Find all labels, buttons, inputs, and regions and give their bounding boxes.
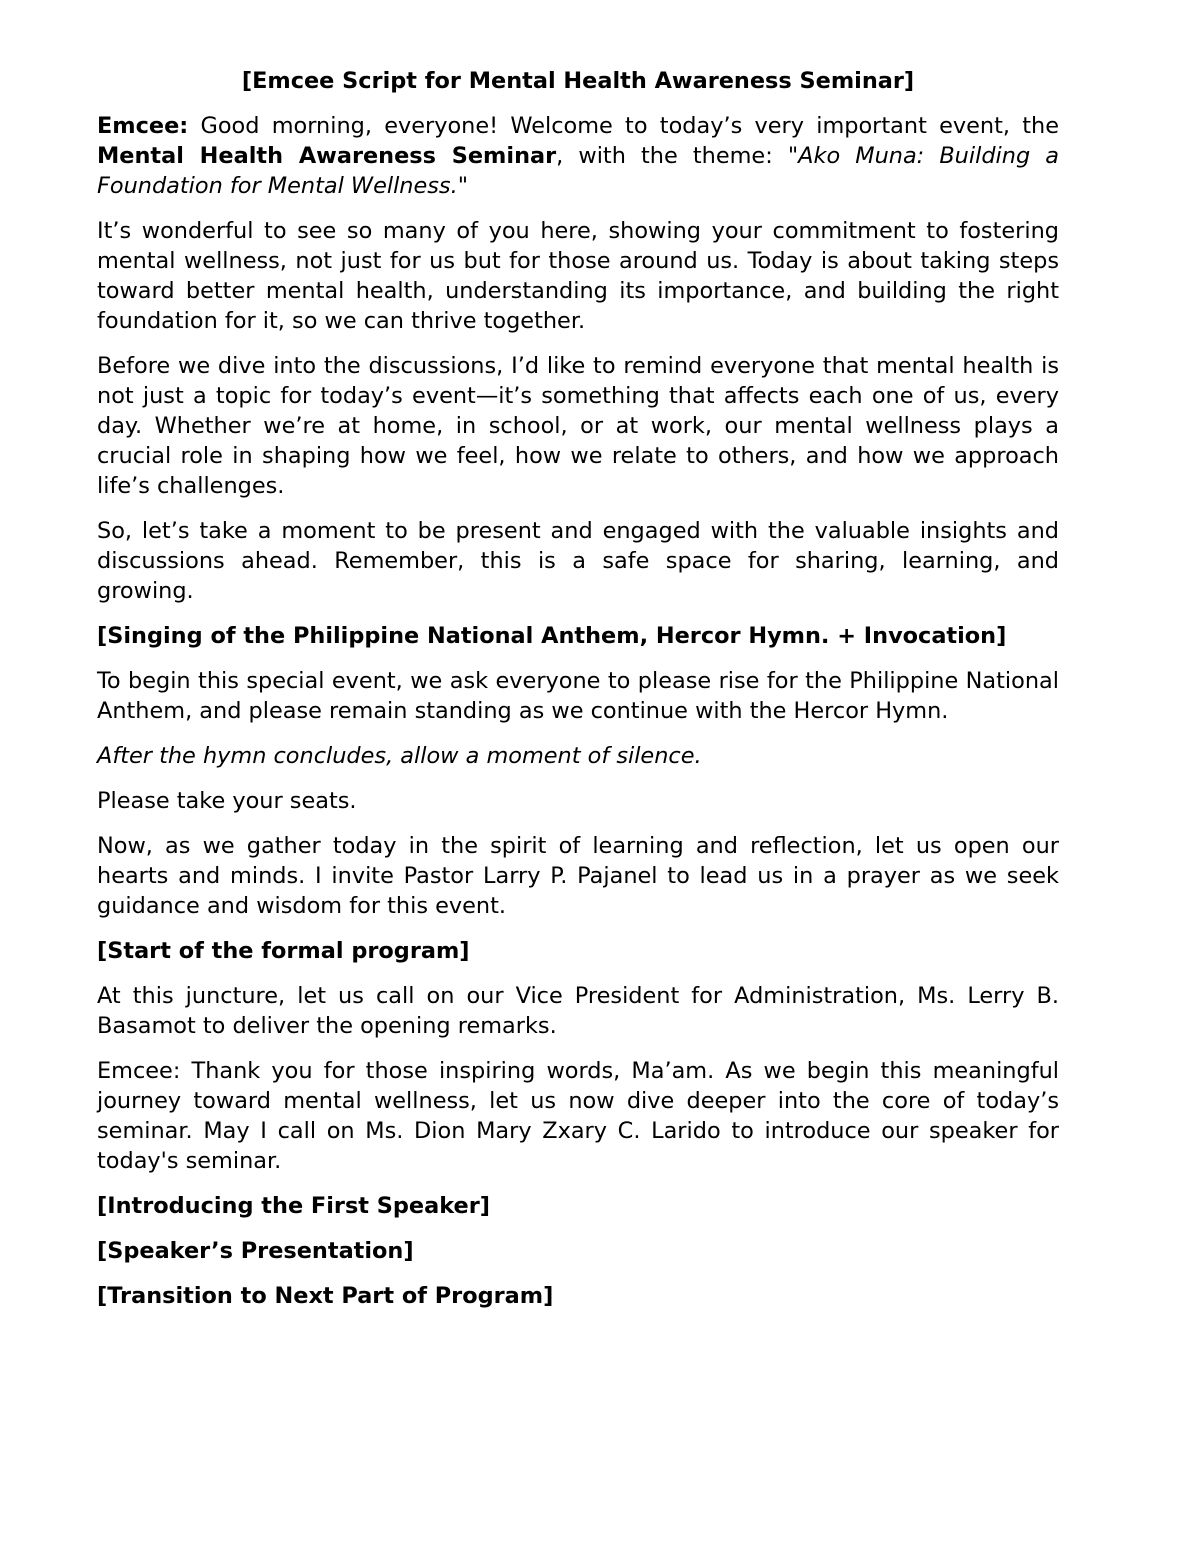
prayer-paragraph: Now, as we gather today in the spirit of learning and reflection, let us open our hearts and minds. I invite Pastor Larry P. Pajanel to lead us in a prayer as we seek guidance and wisdom for this event. [97, 833, 1059, 919]
opening-remarks-paragraph: At this juncture, let us call on our Vice President for Administration, Ms. Lerry B. Basamot to deliver the opening remarks. [97, 983, 1059, 1039]
body-paragraph: It’s wonderful to see so many of you here, showing your commitment to fostering mental wellness, not just for us but for those around us. Today is about taking steps toward better mental health, understanding its importance, and building the right foundation for it, so we can thrive together. [97, 218, 1059, 334]
theme-close-text: " [457, 173, 469, 199]
theme-text: Ako Muna: Building a Foundation for Mental Wellness. [97, 143, 1059, 199]
section-heading-presentation: [Speaker’s Presentation] [97, 1238, 414, 1264]
intro-paragraph [97, 111, 1059, 201]
anthem-paragraph: To begin this special event, we ask everyone to please rise for the Philippine National Anthem, and please remain standing as we continue with the Hercor Hymn. [97, 668, 1059, 724]
document-title: [Emcee Script for Mental Health Awareness Seminar] [241, 68, 915, 94]
theme-lead-text: , with the theme: " [556, 143, 799, 169]
thanks-paragraph: Emcee: Thank you for those inspiring words, Ma’am. As we begin this meaningful journey toward mental wellness, let us now dive deeper into the core of today’s seminar. May I call on Ms. Dion Mary Zxary C. Larido to introduce our speaker for today's seminar. [97, 1058, 1059, 1174]
body-paragraph: Before we dive into the discussions, I’d like to remind everyone that mental health is not just a topic for today’s event—it’s something that affects each one of us, every day. Whether we’re at home, in school, or at work, our mental wellness plays a crucial role in shaping how we feel, how we relate to others, and how we approach life’s challenges. [97, 353, 1059, 499]
section-heading-transition: [Transition to Next Part of Program] [97, 1283, 554, 1309]
event-name: Mental Health Awareness Seminar [97, 143, 557, 169]
section-heading-anthem: [Singing of the Philippine National Anthem, Hercor Hymn. + Invocation] [97, 623, 1007, 649]
stage-direction: After the hymn concludes, allow a moment of silence. [97, 743, 702, 769]
seats-paragraph: Please take your seats. [97, 788, 357, 814]
document-page [97, 66, 1059, 1326]
body-paragraph: So, let’s take a moment to be present and engaged with the valuable insights and discussions ahead. Remember, this is a safe space for sharing, learning, and growing. [97, 518, 1059, 604]
section-heading-formal-program: [Start of the formal program] [97, 938, 470, 964]
greeting-text: Good morning, everyone! Welcome to today’s very important event, the [188, 113, 1059, 139]
emcee-label: Emcee: [97, 113, 189, 139]
section-heading-first-speaker: [Introducing the First Speaker] [97, 1193, 490, 1219]
